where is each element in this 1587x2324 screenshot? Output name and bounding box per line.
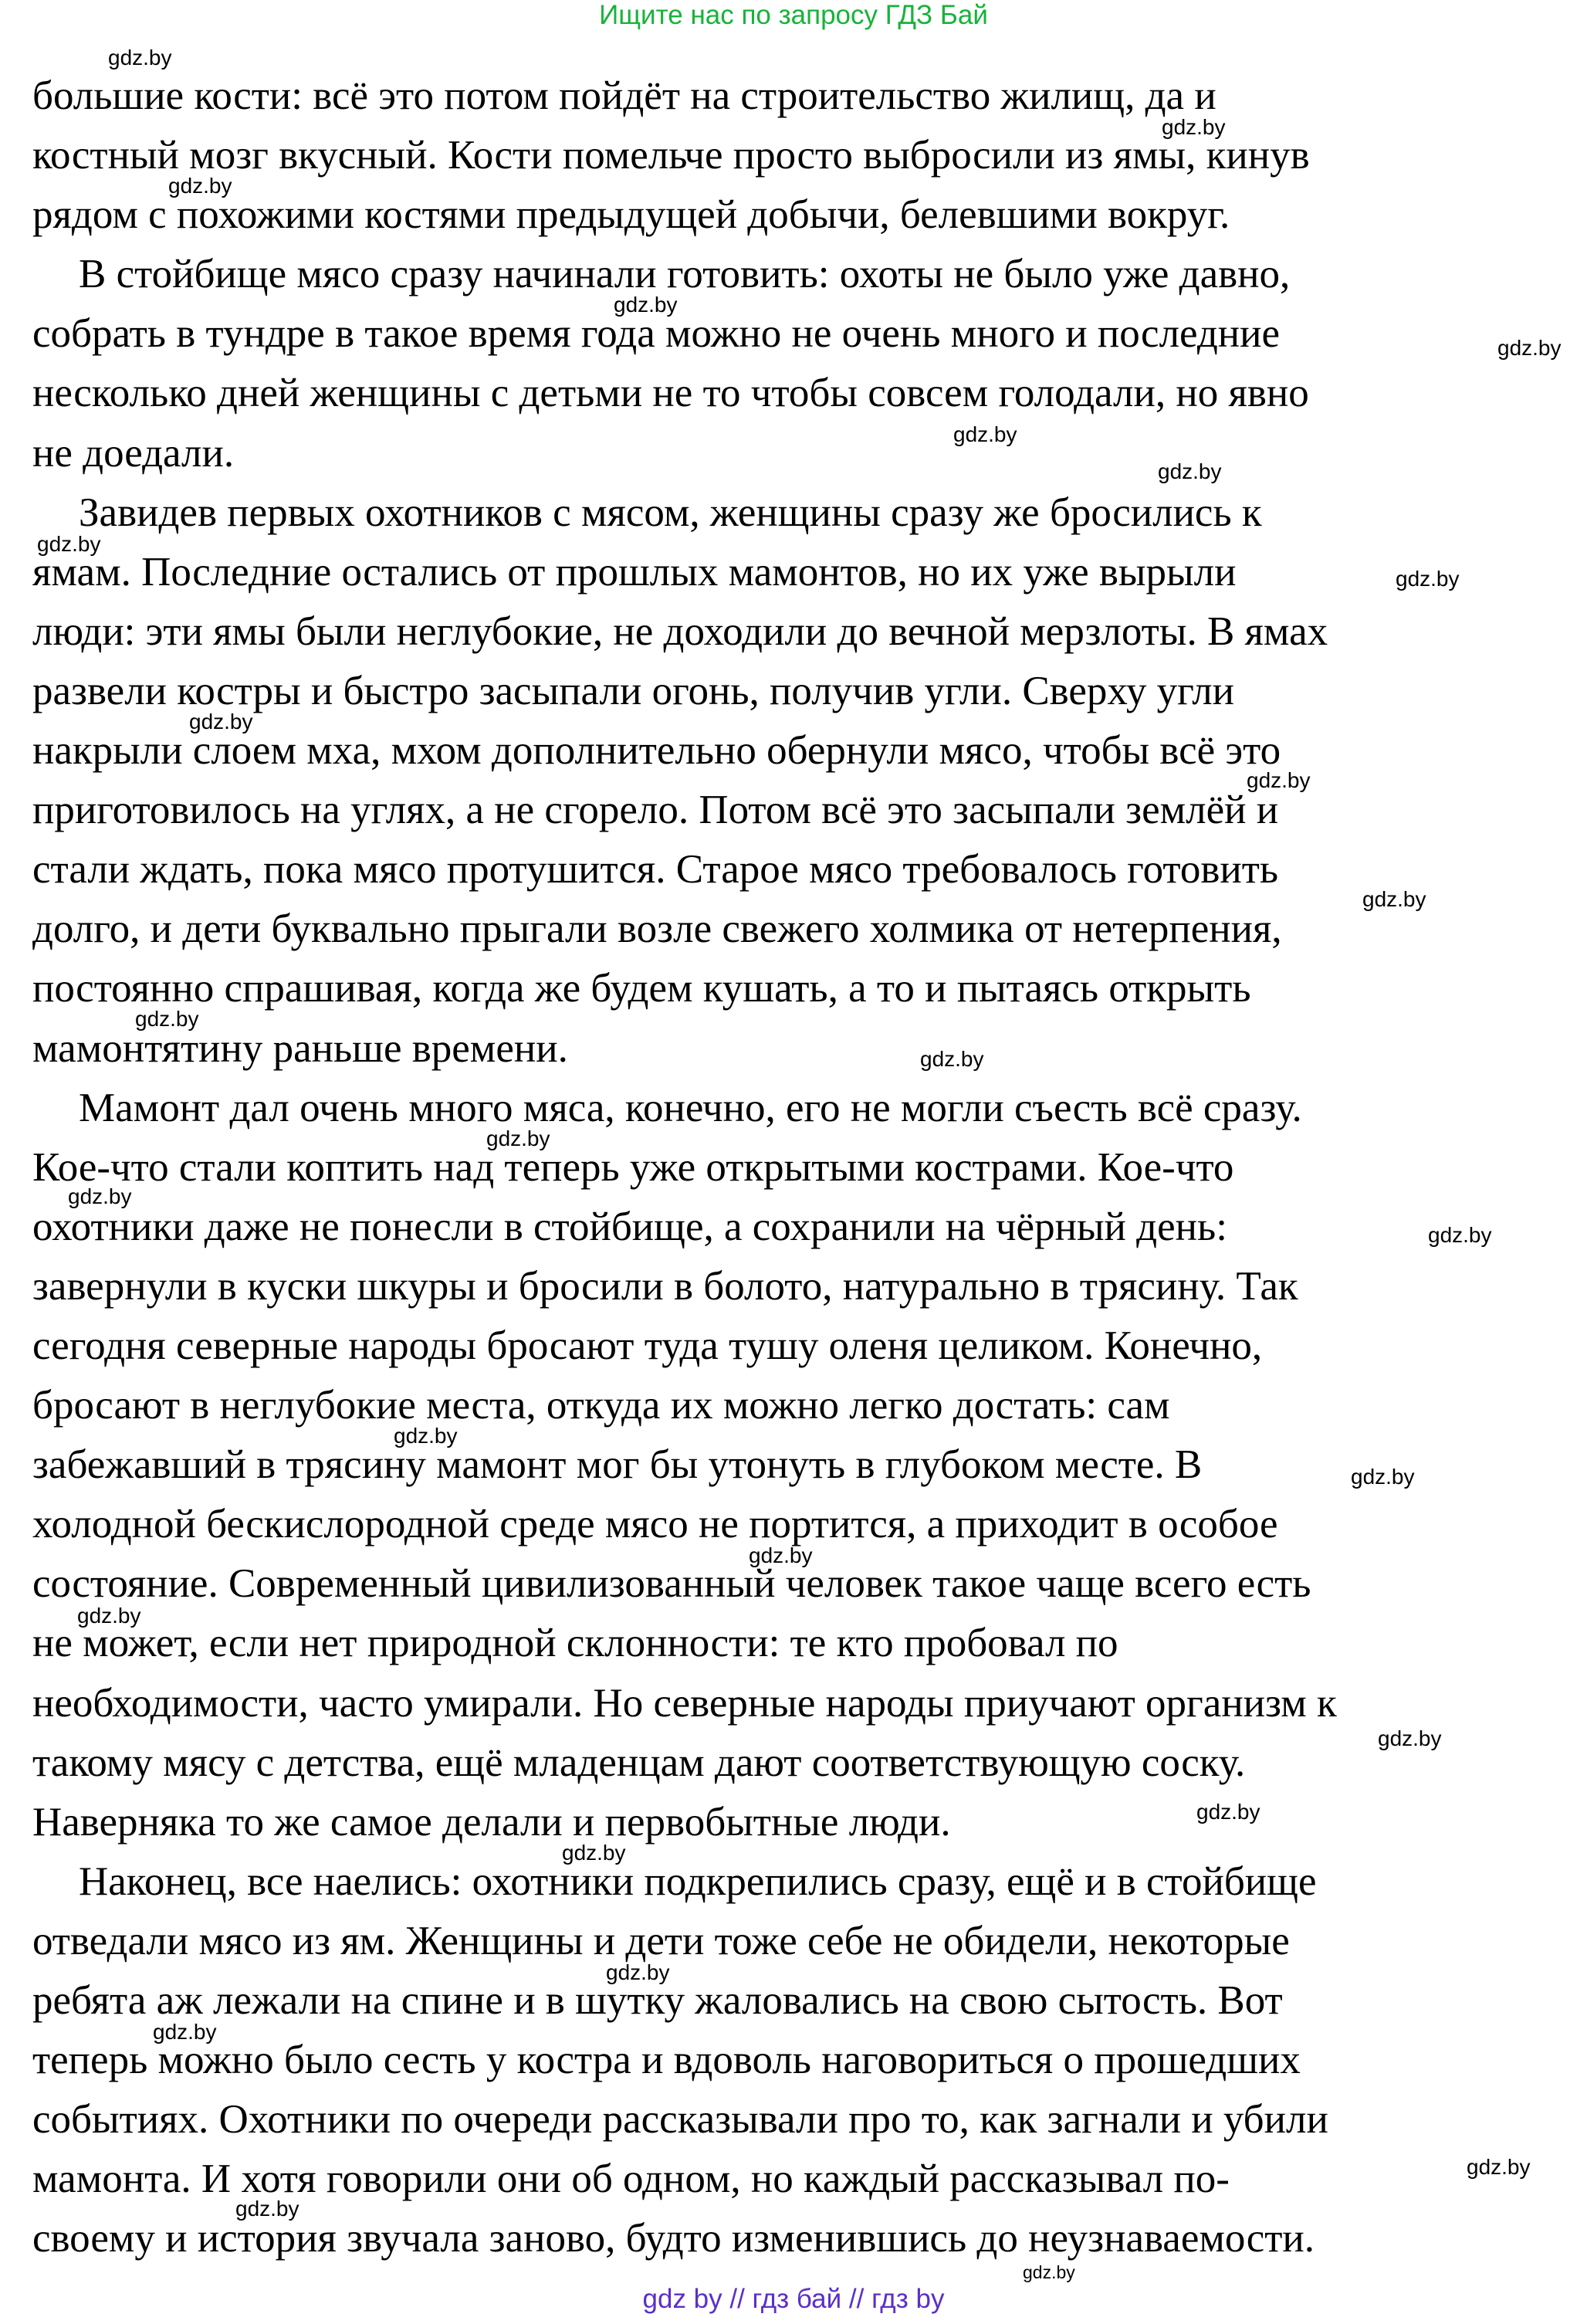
watermark: gdz.by <box>235 2197 299 2221</box>
watermark: gdz.by <box>486 1126 550 1150</box>
watermark: gdz.by <box>153 2020 217 2044</box>
watermark: gdz.by <box>1247 768 1311 792</box>
watermark: gdz.by <box>394 1424 458 1448</box>
watermark: gdz.by <box>68 1184 132 1208</box>
watermark: gdz.by <box>562 1841 626 1865</box>
text-line: постоянно спрашивая, когда же будем кушать, а то и пытаясь открыть <box>32 966 1251 1011</box>
watermark: gdz.by <box>1467 2155 1531 2179</box>
text-line: теперь можно было сесть у костра и вдоволь наговориться о прошедших <box>32 2038 1301 2083</box>
text-line: стали ждать, пока мясо протушится. Старое мясо требовалось готовить <box>32 847 1279 893</box>
watermark: gdz.by <box>749 1543 813 1567</box>
text-line: несколько дней женщины с детьми не то чтобы совсем голодали, но явно <box>32 371 1309 416</box>
text-line: сегодня северные народы бросают туда тушу оленя целиком. Конечно, <box>32 1323 1263 1368</box>
watermark: gdz.by <box>1378 1726 1442 1750</box>
watermark: gdz.by <box>1158 459 1222 483</box>
paragraph-2 <box>32 245 1545 483</box>
paragraph-3 <box>32 483 1545 1079</box>
text-line: Мамонт дал очень много мяса, конечно, его не могли съесть всё сразу. <box>79 1085 1302 1130</box>
watermark: gdz.by <box>1196 1800 1260 1824</box>
text-line: охотники даже не понесли в стойбище, а сохранили на чёрный день: <box>32 1204 1227 1249</box>
watermark: gdz.by <box>614 293 678 317</box>
text-line: бросают в неглубокие места, откуда их можно легко достать: сам <box>32 1383 1170 1428</box>
text-line: мамонта. И хотя говорили они об одном, но каждый рассказывал по- <box>32 2156 1230 2202</box>
text-line: рядом с похожими костями предыдущей добычи, белевшими вокруг. <box>32 192 1230 238</box>
watermark: gdz.by <box>1351 1465 1415 1489</box>
watermark: gdz.by <box>135 1007 199 1031</box>
text-line: приготовилось на углях, а не сгорело. Потом всё это засыпали землёй и <box>32 788 1279 833</box>
text-line: люди: эти ямы были неглубокие, не доходили до вечной мерзлоты. В ямах <box>32 608 1328 654</box>
text-line: Наконец, все наелись: охотники подкрепились сразу, ещё и в стойбище <box>79 1858 1317 1904</box>
paragraph-1 <box>32 66 1545 245</box>
watermark: gdz.by <box>953 422 1017 446</box>
text-line: забежавший в трясину мамонт мог бы утонуть в глубоком месте. В <box>32 1442 1203 1488</box>
text-line: В стойбище мясо сразу начинали готовить: охоты не было уже давно, <box>79 252 1291 297</box>
watermark: gdz.by <box>1428 1223 1492 1247</box>
text-line: Завидев первых охотников с мясом, женщины сразу же бросились к <box>79 490 1262 535</box>
text-line: мамонтятину раньше времени. <box>32 1025 568 1071</box>
watermark: gdz.by <box>108 46 172 69</box>
text-line: своему и история звучала заново, будто изменившись до неузнаваемости. <box>32 2216 1315 2261</box>
text-line: не может, если нет природной склонности: те кто пробовал по <box>32 1621 1118 1666</box>
watermark: gdz.by <box>1497 336 1562 360</box>
watermark: gdz.by <box>1396 567 1460 591</box>
watermark: gdz.by <box>606 1960 670 1984</box>
document-body <box>32 66 1545 2268</box>
text-line: костный мозг вкусный. Кости помельче просто выбросили из ямы, кинув <box>32 133 1310 178</box>
text-line: ямам. Последние остались от прошлых мамонтов, но их уже вырыли <box>32 549 1237 595</box>
watermark: gdz.by <box>189 710 253 733</box>
paragraph-4 <box>32 1079 1545 1852</box>
header-banner[interactable]: Ищите нас по запросу ГДЗ Бай <box>599 0 988 30</box>
text-line: холодной бескислородной среде мясо не портится, а приходит в особое <box>32 1502 1278 1547</box>
text-line: отведали мясо из ям. Женщины и дети тоже себе не обидели, некоторые <box>32 1918 1290 1963</box>
footer-banner[interactable]: gdz by // гдз бай // гдз by <box>642 2284 945 2314</box>
text-line: состояние. Современный цивилизованный человек такое чаще всего есть <box>32 1561 1311 1607</box>
watermark: gdz.by <box>77 1604 141 1628</box>
text-line: ребята аж лежали на спине и в шутку жаловались на свою сытость. Вот <box>32 1978 1283 2023</box>
watermark: gdz.by <box>1023 2262 1075 2282</box>
watermark: gdz.by <box>37 532 101 556</box>
text-line: долго, и дети буквально прыгали возле свежего холмика от нетерпения, <box>32 906 1282 952</box>
text-line: не доедали. <box>32 430 235 476</box>
text-line: накрыли слоем мха, мхом дополнительно обернули мясо, чтобы всё это <box>32 728 1281 774</box>
watermark: gdz.by <box>1162 115 1226 139</box>
text-line: событиях. Охотники по очереди рассказывали про то, как загнали и убили <box>32 2097 1328 2143</box>
text-line: развели костры и быстро засыпали огонь, получив угли. Сверху угли <box>32 668 1235 713</box>
watermark: gdz.by <box>920 1047 984 1071</box>
watermark: gdz.by <box>1362 887 1426 911</box>
text-line: завернули в куски шкуры и бросили в болото, натурально в трясину. Так <box>32 1263 1298 1309</box>
text-line: большие кости: всё это потом пойдёт на строительство жилищ, да и <box>32 73 1216 118</box>
text-line: Кое-что стали коптить над теперь уже открытыми кострами. Кое-что <box>32 1144 1234 1190</box>
text-line: Наверняка то же самое делали и первобытные люди. <box>32 1799 951 1845</box>
text-line: необходимости, часто умирали. Но северные народы приучают организм к <box>32 1680 1337 1726</box>
watermark: gdz.by <box>168 174 232 198</box>
text-line: такому мясу с детства, ещё младенцам дают соответствующую соску. <box>32 1740 1246 1785</box>
text-line: собрать в тундре в такое время года можно не очень много и последние <box>32 311 1281 357</box>
